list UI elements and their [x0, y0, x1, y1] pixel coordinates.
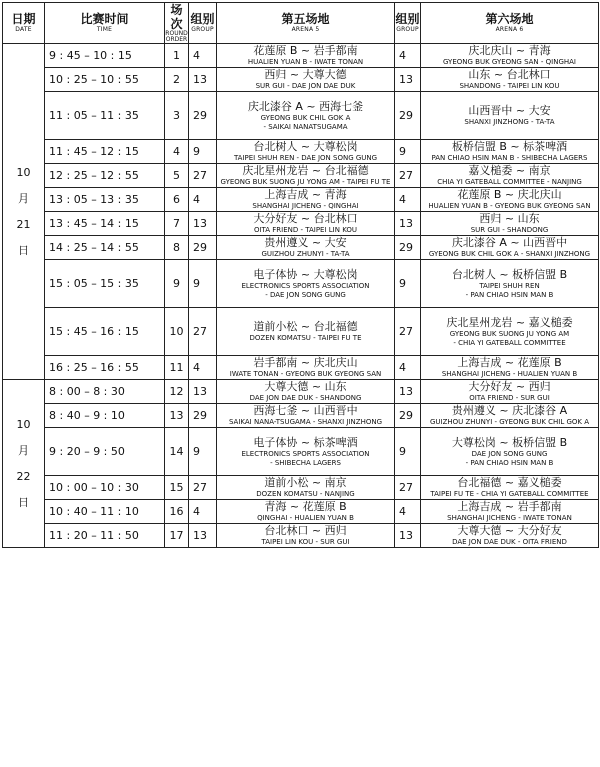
- match-name-en: HUALIEN YUAN B - GYEONG BUK GYEONG SAN: [428, 202, 591, 210]
- time-cell: 10 : 40 – 11 : 10: [45, 500, 165, 524]
- time-cell: 8 : 40 – 9 : 10: [45, 404, 165, 428]
- round-cell: 15: [165, 476, 189, 500]
- match-name-zh: 庆北漆谷 A ~ 山西晋中: [451, 236, 568, 249]
- match-name-en: SAIKAI NANA-TSUGAMA - SHANXI JINZHONG: [228, 418, 383, 426]
- arena5-group-cell: 9: [189, 260, 217, 308]
- arena5-match-cell: [217, 404, 395, 428]
- arena5-match-cell: [217, 92, 395, 140]
- match-name-zh: 花莲原 B ~ 岩手都南: [253, 44, 358, 57]
- arena5-match-cell: [217, 164, 395, 188]
- match-name-en: GUIZHOU ZHUNYI - GYEONG BUK CHIL GOK A: [429, 418, 590, 426]
- arena5-match-cell: [217, 476, 395, 500]
- schedule-table: [2, 2, 599, 548]
- arena5-match-cell: [217, 500, 395, 524]
- match-name-en: TAIPEI FU TE - CHIA YI GATEBALL COMMITTEE: [430, 490, 589, 498]
- arena6-group-cell: 4: [395, 44, 421, 68]
- match-name-zh: 大尊松岗 ~ 板桥信盟 B: [451, 435, 568, 449]
- date-month-char: 月: [18, 191, 29, 205]
- table-row: [3, 404, 599, 428]
- round-cell: 10: [165, 308, 189, 356]
- match-name-en: GYEONG BUK CHIL GOK A - SHANXI JINZHONG: [428, 250, 591, 258]
- arena6-group-cell: 9: [395, 140, 421, 164]
- round-cell: 7: [165, 212, 189, 236]
- arena6-match-cell: [421, 308, 599, 356]
- table-row: [3, 68, 599, 92]
- time-cell: 11 : 20 – 11 : 50: [45, 524, 165, 548]
- arena5-group-cell: 9: [189, 140, 217, 164]
- match-name-zh: 大尊大德 ~ 大分好友: [457, 524, 562, 537]
- arena5-group-cell: 13: [189, 212, 217, 236]
- arena5-match-cell: [217, 260, 395, 308]
- match-name-zh: 台北树人 ~ 板桥信盟 B: [451, 267, 568, 281]
- match-name-en: - CHIA YI GATEBALL COMMITTEE: [453, 338, 566, 347]
- match-name-en: GYEONG BUK SUONG JU YONG AM - TAIPEI FU TE: [220, 178, 391, 186]
- arena5-match-cell: [217, 308, 395, 356]
- match-name-en: SHANGHAI JICHENG - QINGHAI: [252, 202, 359, 210]
- arena6-group-cell: 4: [395, 188, 421, 212]
- match-name-zh: 大分好友 ~ 台北林口: [253, 212, 358, 225]
- match-name-zh: 上海吉成 ~ 岩手都南: [457, 500, 562, 513]
- time-cell: 11 : 45 – 12 : 15: [45, 140, 165, 164]
- round-cell: 16: [165, 500, 189, 524]
- time-cell: 10 : 00 – 10 : 30: [45, 476, 165, 500]
- match-name-en: GYEONG BUK SUONG JU YONG AM: [449, 329, 570, 338]
- match-name-zh: 台北树人 ~ 大尊松岗: [253, 140, 358, 153]
- match-name-en: ELECTRONICS SPORTS ASSOCIATION: [241, 449, 370, 458]
- match-name-zh: 贵州遵义 ~ 大安: [264, 236, 347, 249]
- match-name-zh: 青海 ~ 花莲原 B: [264, 500, 347, 513]
- match-name-en: SUR GUI - DAE JON DAE DUK: [255, 82, 356, 90]
- match-name-zh: 板桥信盟 B ~ 标茶啤酒: [451, 140, 568, 153]
- arena5-group-cell: 13: [189, 380, 217, 404]
- match-name-en: SHANGHAI JICHENG - HUALIEN YUAN B: [441, 370, 578, 378]
- arena6-group-cell: 29: [395, 236, 421, 260]
- time-cell: 15 : 45 – 16 : 15: [45, 308, 165, 356]
- match-name-en: SHANXI JINZHONG - TA-TA: [464, 118, 555, 126]
- arena5-group-cell: 29: [189, 92, 217, 140]
- arena5-group-cell: 29: [189, 404, 217, 428]
- arena5-match-cell: [217, 140, 395, 164]
- table-row: [3, 236, 599, 260]
- arena6-group-cell: 13: [395, 524, 421, 548]
- arena5-group-cell: 4: [189, 356, 217, 380]
- arena5-group-cell: 29: [189, 236, 217, 260]
- match-name-zh: 道前小松 ~ 台北福德: [253, 320, 358, 333]
- arena6-match-cell: [421, 380, 599, 404]
- match-name-en: DOZEN KOMATSU - TAIPEI FU TE: [249, 334, 362, 342]
- time-cell: 16 : 25 – 16 : 55: [45, 356, 165, 380]
- match-name-en: - SAIKAI NANATSUGAMA: [263, 122, 348, 131]
- date-month-char: 月: [18, 443, 29, 457]
- match-name-en: OITA FRIEND - SUR GUI: [469, 394, 550, 402]
- match-name-zh: 上海吉成 ~ 花莲原 B: [457, 356, 562, 369]
- arena6-group-cell: 13: [395, 380, 421, 404]
- round-cell: 14: [165, 428, 189, 476]
- date-header: 日期 DATE: [3, 3, 45, 44]
- table-row: [3, 44, 599, 68]
- match-name-en: SHANGHAI JICHENG - IWATE TONAN: [447, 514, 572, 522]
- match-name-en: DAE JON DAE DUK - SHANDONG: [249, 394, 362, 402]
- match-name-en: QINGHAI - HUALIEN YUAN B: [257, 514, 354, 522]
- table-row: [3, 380, 599, 404]
- table-row: [3, 356, 599, 380]
- match-name-zh: 电子体协 ~ 标茶啤酒: [253, 435, 358, 449]
- arena5-group-cell: 13: [189, 524, 217, 548]
- arena6-group-cell: 29: [395, 404, 421, 428]
- match-name-en: - PAN CHIAO HSIN MAN B: [465, 290, 554, 299]
- arena6-group-cell: 27: [395, 308, 421, 356]
- time-cell: 11 : 05 – 11 : 35: [45, 92, 165, 140]
- arena6-match-cell: [421, 524, 599, 548]
- date-month: 10: [16, 417, 31, 431]
- table-row: [3, 212, 599, 236]
- arena5-group-cell: 4: [189, 188, 217, 212]
- arena6-group-cell: 4: [395, 500, 421, 524]
- match-name-zh: 岩手都南 ~ 庆北庆山: [253, 356, 358, 369]
- time-cell: 8 : 00 – 8 : 30: [45, 380, 165, 404]
- round-cell: 9: [165, 260, 189, 308]
- match-name-zh: 大尊大德 ~ 山东: [264, 380, 347, 393]
- time-cell: 10 : 25 – 10 : 55: [45, 68, 165, 92]
- arena5-match-cell: [217, 428, 395, 476]
- round-cell: 5: [165, 164, 189, 188]
- time-header: 比赛时间 TIME: [45, 3, 165, 44]
- match-name-zh: 西海七釜 ~ 山西晋中: [253, 404, 358, 417]
- round-cell: 4: [165, 140, 189, 164]
- arena6-match-cell: [421, 404, 599, 428]
- match-name-en: SUR GUI - SHANDONG: [470, 226, 549, 234]
- match-name-zh: 上海吉成 ~ 青海: [264, 188, 347, 201]
- table-row: [3, 188, 599, 212]
- match-name-en: ELECTRONICS SPORTS ASSOCIATION: [241, 281, 370, 290]
- table-row: [3, 308, 599, 356]
- arena6-header: 第六场地 ARENA 6: [421, 3, 599, 44]
- table-row: [3, 260, 599, 308]
- arena6-match-cell: [421, 500, 599, 524]
- match-name-en: IWATE TONAN - GYEONG BUK GYEONG SAN: [229, 370, 382, 378]
- match-name-en: CHIA YI GATEBALL COMMITTEE - NANJING: [437, 178, 582, 186]
- arena6-group-cell: 13: [395, 68, 421, 92]
- arena5-group-cell: 4: [189, 44, 217, 68]
- date-day-char: 日: [18, 243, 29, 257]
- date-cell: [3, 44, 45, 380]
- round-cell: 8: [165, 236, 189, 260]
- time-cell: 9 : 20 – 9 : 50: [45, 428, 165, 476]
- arena6-match-cell: [421, 476, 599, 500]
- round-cell: 3: [165, 92, 189, 140]
- match-name-en: - SHIBECHA LAGERS: [270, 458, 341, 467]
- arena5-header: 第五场地 ARENA 5: [217, 3, 395, 44]
- arena5-group-cell: 27: [189, 308, 217, 356]
- match-name-zh: 西归 ~ 大尊大德: [264, 68, 347, 81]
- group-header: 组别 GROUP: [189, 3, 217, 44]
- time-cell: 13 : 45 – 14 : 15: [45, 212, 165, 236]
- round-cell: 2: [165, 68, 189, 92]
- table-row: [3, 428, 599, 476]
- match-name-zh: 贵州遵义 ~ 庆北漆谷 A: [451, 404, 568, 417]
- arena5-match-cell: [217, 380, 395, 404]
- match-name-en: TAIPEI SHUH REN - DAE JON SONG GUNG: [233, 154, 378, 162]
- arena5-group-cell: 13: [189, 68, 217, 92]
- time-cell: 9 : 45 – 10 : 15: [45, 44, 165, 68]
- table-row: [3, 500, 599, 524]
- arena5-match-cell: [217, 356, 395, 380]
- header-row: [3, 3, 599, 44]
- match-name-en: TAIPEI SHUH REN: [479, 281, 540, 290]
- arena6-match-cell: [421, 428, 599, 476]
- arena6-match-cell: [421, 356, 599, 380]
- match-name-en: DAE JON SONG GUNG: [471, 449, 548, 458]
- arena6-group-cell: 27: [395, 476, 421, 500]
- table-row: [3, 92, 599, 140]
- match-name-en: - DAE JON SONG GUNG: [265, 290, 346, 299]
- date-day: 21: [16, 217, 31, 231]
- arena6-match-cell: [421, 260, 599, 308]
- arena5-match-cell: [217, 188, 395, 212]
- round-cell: 11: [165, 356, 189, 380]
- time-cell: 15 : 05 – 15 : 35: [45, 260, 165, 308]
- match-name-zh: 嘉义槌委 ~ 南京: [468, 164, 551, 177]
- match-name-zh: 电子体协 ~ 大尊松岗: [253, 267, 358, 281]
- match-name-en: GYEONG BUK CHIL GOK A: [260, 113, 351, 122]
- match-name-en: DAE JON DAE DUK - OITA FRIEND: [452, 538, 567, 546]
- match-name-en: GYEONG BUK GYEONG SAN - QINGHAI: [442, 58, 576, 66]
- arena6-match-cell: [421, 68, 599, 92]
- match-name-en: GUIZHOU ZHUNYI - TA-TA: [261, 250, 350, 258]
- match-name-zh: 台北福德 ~ 嘉义槌委: [457, 476, 562, 489]
- match-name-zh: 山东 ~ 台北林口: [468, 68, 551, 81]
- arena5-group-cell: 27: [189, 164, 217, 188]
- match-name-en: SHANDONG - TAIPEI LIN KOU: [459, 82, 560, 90]
- round-cell: 13: [165, 404, 189, 428]
- time-cell: 13 : 05 – 13 : 35: [45, 188, 165, 212]
- match-name-zh: 庆北星州龙岩 ~ 台北福德: [242, 164, 369, 177]
- match-name-zh: 庆北星州龙岩 ~ 嘉义槌委: [446, 315, 573, 329]
- arena6-group-cell: 27: [395, 164, 421, 188]
- arena6-group-cell: 9: [395, 260, 421, 308]
- match-name-zh: 大分好友 ~ 西归: [468, 380, 551, 393]
- date-day: 22: [16, 469, 31, 483]
- match-name-en: OITA FRIEND - TAIPEI LIN KOU: [253, 226, 358, 234]
- round-header: 场次 ROUND ORDER: [165, 3, 188, 43]
- arena6-group-cell: 4: [395, 356, 421, 380]
- group6-header: 组别 GROUP: [395, 3, 421, 44]
- arena6-group-cell: 29: [395, 92, 421, 140]
- arena5-group-cell: 9: [189, 428, 217, 476]
- arena5-match-cell: [217, 212, 395, 236]
- match-name-en: - PAN CHIAO HSIN MAN B: [465, 458, 554, 467]
- round-cell: 17: [165, 524, 189, 548]
- round-cell: 1: [165, 44, 189, 68]
- match-name-zh: 庆北漆谷 A ~ 西海七釜: [247, 99, 364, 113]
- match-name-en: TAIPEI LIN KOU - SUR GUI: [261, 538, 350, 546]
- match-name-zh: 西归 ~ 山东: [479, 212, 540, 225]
- match-name-zh: 山西晋中 ~ 大安: [468, 104, 551, 117]
- arena6-match-cell: [421, 44, 599, 68]
- arena6-match-cell: [421, 236, 599, 260]
- date-month: 10: [16, 165, 31, 179]
- match-name-zh: 庆北庆山 ~ 青海: [468, 44, 551, 57]
- arena5-group-cell: 4: [189, 500, 217, 524]
- schedule-body: [3, 44, 599, 548]
- table-row: [3, 524, 599, 548]
- arena5-match-cell: [217, 68, 395, 92]
- arena5-match-cell: [217, 524, 395, 548]
- round-cell: 6: [165, 188, 189, 212]
- arena5-match-cell: [217, 236, 395, 260]
- time-cell: 12 : 25 – 12 : 55: [45, 164, 165, 188]
- arena6-match-cell: [421, 140, 599, 164]
- arena6-match-cell: [421, 212, 599, 236]
- arena6-match-cell: [421, 188, 599, 212]
- match-name-en: DOZEN KOMATSU - NANJING: [256, 490, 355, 498]
- match-name-zh: 道前小松 ~ 南京: [264, 476, 347, 489]
- match-name-zh: 台北林口 ~ 西归: [264, 524, 347, 537]
- table-row: [3, 164, 599, 188]
- arena6-group-cell: 9: [395, 428, 421, 476]
- match-name-en: PAN CHIAO HSIN MAN B - SHIBECHA LAGERS: [431, 154, 588, 162]
- table-row: [3, 140, 599, 164]
- arena5-group-cell: 27: [189, 476, 217, 500]
- match-name-zh: 花莲原 B ~ 庆北庆山: [457, 188, 562, 201]
- table-row: [3, 476, 599, 500]
- date-day-char: 日: [18, 495, 29, 509]
- round-cell: 12: [165, 380, 189, 404]
- arena6-group-cell: 13: [395, 212, 421, 236]
- arena5-match-cell: [217, 44, 395, 68]
- time-cell: 14 : 25 – 14 : 55: [45, 236, 165, 260]
- match-name-en: HUALIEN YUAN B - IWATE TONAN: [247, 58, 364, 66]
- arena6-match-cell: [421, 164, 599, 188]
- date-cell: [3, 380, 45, 548]
- arena6-match-cell: [421, 92, 599, 140]
